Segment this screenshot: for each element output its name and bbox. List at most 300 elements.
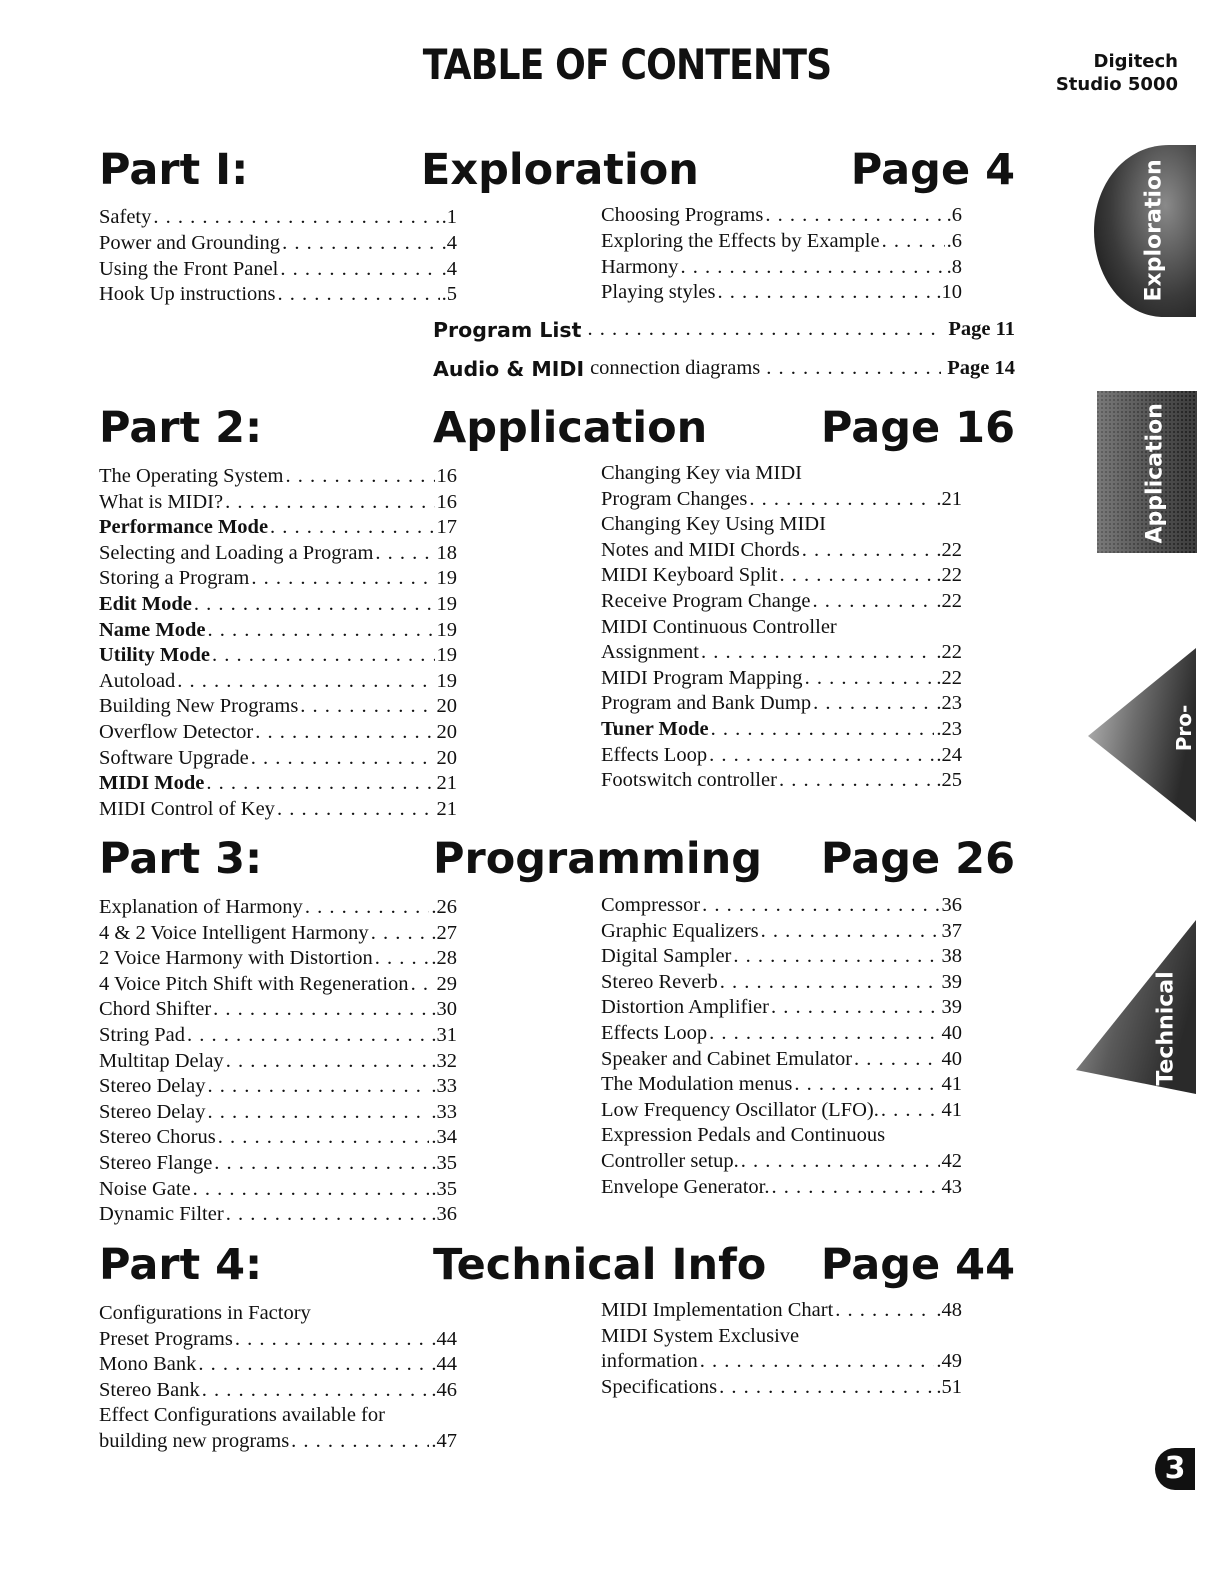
toc-entry-title: MIDI Implementation Chart [601, 1299, 834, 1321]
toc-entry[interactable] [601, 1098, 962, 1124]
toc-entry[interactable] [99, 566, 457, 592]
toc-entry[interactable] [99, 720, 457, 746]
tab-technical-label: Technical [1153, 971, 1179, 1086]
toc-entry[interactable] [601, 615, 962, 641]
toc-entry-page: 36 [941, 894, 962, 916]
toc-entry[interactable] [99, 746, 457, 772]
toc-entry-title: Noise Gate [99, 1177, 191, 1200]
toc-entry[interactable] [601, 229, 962, 255]
toc-entry-page: 40 [941, 1047, 962, 1070]
part-1-right-list [601, 203, 962, 306]
toc-entry-page: .27 [431, 921, 457, 944]
toc-entry-leader [680, 255, 944, 281]
toc-entry-page: .24 [936, 743, 962, 766]
toc-entry-leader [207, 1100, 429, 1126]
toc-entry-title: Stereo Bank [99, 1378, 200, 1401]
toc-entry-title: Assignment [601, 641, 699, 664]
toc-entry-leader [194, 592, 435, 618]
toc-entry-page: .22 [936, 666, 962, 689]
toc-entry-leader [206, 771, 434, 797]
connection-diagrams-label: Audio & MIDI [433, 357, 585, 381]
toc-entry-leader [278, 282, 440, 308]
part-3-label: Part 3: [99, 834, 263, 884]
toc-entry-title: Storing a Program [99, 567, 250, 590]
toc-entry-title: String Pad [99, 1023, 185, 1046]
toc-entry-title: Footswitch controller [601, 769, 777, 792]
toc-entry-leader [375, 541, 434, 567]
toc-entry-leader [761, 919, 940, 945]
toc-entry[interactable] [99, 669, 457, 695]
toc-entry-leader [411, 972, 435, 998]
toc-entry-title: Controller setup. [601, 1149, 739, 1172]
tab-programming-label-line-1: Pro- [1172, 704, 1196, 752]
part-2-right-list [601, 461, 962, 794]
toc-entry-title: Effects Loop [601, 743, 708, 766]
toc-entry[interactable] [601, 1324, 962, 1350]
toc-entry-title: Performance Mode [99, 516, 269, 539]
toc-entry-page: .46 [431, 1378, 457, 1401]
toc-entry[interactable] [99, 282, 457, 308]
toc-entry-title: Utility Mode [99, 644, 211, 667]
toc-entry-leader [802, 538, 935, 564]
part-2-left-list [99, 464, 457, 822]
toc-entry[interactable] [99, 1301, 457, 1327]
toc-entry-page: 41 [941, 1098, 962, 1121]
toc-entry-title: MIDI System Exclusive [601, 1324, 800, 1347]
toc-entry-title: building new programs [99, 1429, 290, 1452]
toc-entry-page: 43 [941, 1175, 962, 1198]
toc-entry-leader [854, 1047, 939, 1073]
toc-entry-title: Stereo Flange [99, 1151, 213, 1174]
part-2-name: Application [433, 403, 708, 453]
toc-entry-leader [771, 1175, 939, 1201]
toc-entry-title: 4 Voice Pitch Shift with Regeneration [99, 972, 409, 995]
toc-entry-leader [720, 970, 940, 996]
toc-entry-page: .22 [936, 589, 962, 612]
toc-entry-title: Using the Front Panel [99, 257, 279, 280]
toc-entry-title: MIDI Mode [99, 772, 205, 795]
toc-entry-leader [226, 1202, 430, 1228]
toc-entry-leader [280, 257, 439, 283]
toc-entry[interactable] [99, 1151, 457, 1177]
toc-entry-page: .51 [936, 1375, 962, 1398]
toc-entry-page: .28 [431, 947, 457, 970]
toc-entry-page: .48 [936, 1299, 962, 1321]
toc-entry[interactable] [601, 255, 962, 281]
toc-entry-title: MIDI Continuous Controller [601, 615, 837, 638]
toc-entry-leader [701, 640, 934, 666]
toc-entry[interactable] [601, 717, 962, 743]
toc-entry-title: Specifications [601, 1375, 718, 1398]
toc-entry[interactable] [601, 203, 962, 229]
toc-entry[interactable] [99, 1352, 457, 1378]
toc-entry[interactable] [601, 1047, 962, 1073]
toc-entry[interactable] [99, 997, 457, 1023]
toc-entry-page: 42 [941, 1149, 962, 1172]
toc-entry[interactable] [99, 1429, 457, 1455]
toc-entry-title: The Modulation menus [601, 1073, 793, 1096]
toc-entry-leader [282, 231, 440, 257]
program-list-label: Program List [433, 318, 582, 342]
toc-entry-title: Stereo Chorus [99, 1126, 216, 1149]
toc-entry-page: .47 [431, 1429, 457, 1452]
tab-programming[interactable] [1088, 648, 1218, 822]
page-title: TABLE OF CONTENTS [422, 40, 832, 89]
toc-entry-leader [719, 1375, 934, 1401]
toc-entry-title: Program and Bank Dump [601, 692, 812, 715]
part-1-page: Page 4 [850, 145, 1015, 195]
toc-entry[interactable] [601, 970, 962, 996]
toc-entry[interactable] [99, 464, 457, 490]
toc-entry-title: What is MIDI? [99, 490, 224, 513]
toc-entry-page: .22 [936, 564, 962, 587]
toc-entry-page: 19 [436, 669, 457, 692]
toc-entry[interactable] [99, 771, 457, 797]
toc-entry-leader [780, 563, 935, 589]
part-4-page: Page 44 [820, 1240, 1015, 1290]
toc-entry-title: information [601, 1350, 698, 1373]
toc-entry-title: Power and Grounding [99, 231, 281, 254]
toc-entry[interactable] [99, 1125, 457, 1151]
part-1-label: Part I: [99, 145, 249, 195]
toc-entry[interactable] [601, 893, 962, 919]
connection-diagrams-text: connection diagrams [590, 357, 761, 379]
toc-entry-leader [711, 717, 935, 743]
toc-entry-page: .30 [431, 998, 457, 1021]
toc-entry-title: Envelope Generator. [601, 1175, 770, 1198]
toc-entry-page: 19 [436, 618, 457, 641]
toc-entry-title: Digital Sampler [601, 945, 732, 968]
toc-entry-title: Stereo Delay [99, 1075, 206, 1098]
toc-entry-page: .8 [946, 255, 962, 278]
part-4-name: Technical Info [433, 1240, 767, 1290]
toc-entry[interactable] [601, 1149, 962, 1175]
tab-exploration[interactable] [1094, 145, 1196, 317]
toc-entry-page: 21 [436, 772, 457, 795]
toc-entry[interactable] [99, 231, 457, 257]
toc-entry[interactable] [601, 1021, 962, 1047]
toc-entry[interactable] [601, 995, 962, 1021]
toc-entry[interactable] [601, 461, 962, 487]
toc-entry[interactable] [601, 1298, 962, 1324]
part-1-left-list [99, 205, 457, 308]
toc-entry-page: 16 [436, 490, 457, 513]
toc-entry-title: Selecting and Loading a Program [99, 541, 374, 564]
toc-entry[interactable] [601, 743, 962, 769]
toc-entry-page: .21 [936, 487, 962, 510]
toc-entry-leader [202, 1378, 430, 1404]
page-number: 3 [1155, 1448, 1195, 1490]
toc-entry[interactable] [601, 512, 962, 538]
toc-entry-page: 39 [941, 996, 962, 1019]
toc-entry[interactable] [99, 1100, 457, 1126]
toc-entry-page: 39 [941, 970, 962, 993]
toc-entry-title: Program Changes [601, 487, 748, 510]
toc-entry-leader [794, 1072, 939, 1098]
toc-entry-title: The Operating System [99, 465, 284, 487]
brand [1056, 50, 1178, 96]
toc-entry-leader [212, 643, 434, 669]
toc-entry-page: 20 [436, 695, 457, 718]
part-1-name: Exploration [421, 145, 699, 195]
toc-entry-page: .33 [431, 1100, 457, 1123]
toc-entry-leader [187, 1023, 429, 1049]
toc-entry[interactable] [99, 257, 457, 283]
toc-entry[interactable] [99, 1023, 457, 1049]
toc-entry[interactable] [601, 691, 962, 717]
toc-entry-title: Choosing Programs [601, 204, 764, 226]
part-2-label: Part 2: [99, 403, 263, 453]
toc-entry-page: .36 [431, 1203, 457, 1226]
part-4-left-list [99, 1301, 457, 1455]
toc-entry[interactable] [99, 946, 457, 972]
toc-entry-leader [251, 566, 434, 592]
tab-programming-label-line-2: gramming [1194, 670, 1218, 786]
toc-entry-page: .4 [441, 231, 457, 254]
program-list-entry[interactable] [433, 318, 1015, 342]
brand-line-2: Studio 5000 [1055, 74, 1178, 95]
toc-entry-title: Configurations in Factory [99, 1302, 311, 1324]
toc-entry[interactable] [601, 1349, 962, 1375]
toc-entry-leader [198, 1352, 429, 1378]
toc-entry-title: Multitap Delay [99, 1049, 224, 1072]
toc-entry-leader [214, 1151, 429, 1177]
toc-entry-page: 20 [436, 720, 457, 743]
toc-entry-page: 19 [436, 567, 457, 590]
toc-entry-leader [153, 205, 439, 231]
part-3-right-list [601, 893, 962, 1200]
toc-entry-leader [812, 589, 934, 615]
toc-entry-page: .25 [936, 769, 962, 792]
toc-entry-leader [255, 720, 434, 746]
toc-entry-title: Preset Programs [99, 1327, 233, 1350]
toc-entry-leader [375, 946, 430, 972]
toc-entry-title: Building New Programs [99, 695, 299, 718]
toc-entry-title: Effects Loop [601, 1021, 708, 1044]
part-3-page: Page 26 [820, 834, 1015, 884]
toc-entry-leader [702, 893, 939, 919]
toc-entry-title: Edit Mode [99, 592, 192, 615]
toc-entry-leader [225, 490, 434, 516]
toc-entry-page: .23 [936, 717, 962, 740]
toc-entry[interactable] [601, 1072, 962, 1098]
toc-entry-page: .49 [936, 1350, 962, 1373]
toc-entry[interactable] [99, 592, 457, 618]
toc-entry-page: .33 [431, 1075, 457, 1098]
toc-entry-title: 2 Voice Harmony with Distortion [99, 947, 373, 970]
part-4-label: Part 4: [99, 1240, 263, 1290]
toc-entry-leader [235, 1327, 430, 1353]
toc-entry-title: Receive Program Change [601, 589, 811, 612]
toc-entry[interactable] [601, 640, 962, 666]
toc-entry-title: Playing styles [601, 281, 716, 304]
toc-entry-page: 17 [436, 516, 457, 539]
toc-entry[interactable] [601, 538, 962, 564]
toc-entry[interactable] [99, 515, 457, 541]
toc-entry-leader [305, 895, 430, 921]
toc-entry[interactable] [99, 1177, 457, 1203]
toc-entry-title: MIDI Keyboard Split [601, 564, 778, 587]
toc-entry-leader [218, 1125, 430, 1151]
toc-entry[interactable] [99, 972, 457, 998]
toc-entry-page: 16 [436, 465, 457, 487]
toc-entry-title: Effect Configurations available for [99, 1404, 385, 1427]
toc-entry[interactable] [99, 205, 457, 231]
toc-entry-title: Changing Key Using MIDI [601, 513, 826, 536]
brand-line-1: Digitech [1093, 51, 1178, 72]
toc-entry[interactable] [99, 490, 457, 516]
toc-entry[interactable] [601, 1175, 962, 1201]
toc-entry-page: 40 [941, 1021, 962, 1044]
toc-entry[interactable] [99, 1074, 457, 1100]
toc-entry[interactable] [601, 280, 962, 306]
toc-entry-title: Speaker and Cabinet Emulator [601, 1047, 853, 1070]
toc-entry-title: Notes and MIDI Chords [601, 538, 800, 561]
toc-entry-page: .10 [936, 281, 962, 304]
toc-entry[interactable] [99, 694, 457, 720]
toc-entry-title: MIDI Control of Key [99, 797, 275, 820]
toc-entry-leader [700, 1349, 935, 1375]
toc-entry-leader [881, 1098, 940, 1124]
toc-entry-leader [371, 921, 430, 947]
toc-entry-page: .35 [431, 1151, 457, 1174]
toc-entry-title: Compressor [601, 894, 701, 916]
toc-entry[interactable] [601, 666, 962, 692]
toc-entry-leader [749, 487, 934, 513]
toc-entry[interactable] [99, 797, 457, 823]
toc-entry[interactable] [99, 1378, 457, 1404]
part-4-right-list [601, 1298, 962, 1400]
toc-entry-page: 20 [436, 746, 457, 769]
toc-entry-leader [300, 694, 434, 720]
toc-entry-leader [177, 669, 434, 695]
toc-entry[interactable] [99, 618, 457, 644]
toc-entry-title: Explanation of Harmony [99, 896, 303, 918]
toc-entry-leader [291, 1429, 429, 1455]
toc-entry[interactable] [99, 1202, 457, 1228]
toc-entry[interactable] [601, 1123, 962, 1149]
toc-entry-page: .4 [441, 257, 457, 280]
toc-entry[interactable] [99, 541, 457, 567]
toc-entry-title: Stereo Reverb [601, 970, 718, 993]
toc-entry-title: Overflow Detector [99, 720, 254, 743]
toc-entry[interactable] [601, 768, 962, 794]
toc-entry[interactable] [99, 895, 457, 921]
toc-entry-leader [779, 768, 934, 794]
toc-entry-leader [709, 743, 934, 769]
toc-entry[interactable] [601, 1375, 962, 1401]
tab-technical[interactable] [1076, 920, 1196, 1094]
toc-entry-title: Software Upgrade [99, 746, 249, 769]
toc-entry-leader [193, 1177, 430, 1203]
toc-entry[interactable] [99, 1327, 457, 1353]
toc-entry-title: MIDI Program Mapping [601, 666, 803, 689]
toc-entry-title: Chord Shifter [99, 998, 212, 1021]
toc-entry-leader [771, 995, 940, 1021]
toc-entry[interactable] [99, 1403, 457, 1429]
toc-entry-title: Autoload [99, 669, 176, 692]
tab-programming-label [1173, 663, 1217, 793]
toc-entry[interactable] [99, 643, 457, 669]
toc-entry-page: 19 [436, 592, 457, 615]
toc-entry-page: .22 [936, 641, 962, 664]
toc-entry-leader [805, 666, 935, 692]
toc-entry-title: Low Frequency Oscillator (LFO). [601, 1098, 879, 1121]
toc-entry[interactable] [601, 487, 962, 513]
toc-entry-title: Harmony [601, 255, 679, 278]
toc-entry-title: Graphic Equalizers [601, 919, 759, 942]
toc-entry-title: Mono Bank [99, 1353, 197, 1376]
part-3-name: Programming [433, 834, 763, 884]
toc-entry-leader [709, 1021, 939, 1047]
toc-entry[interactable] [601, 589, 962, 615]
toc-entry-page: .1 [441, 206, 457, 228]
toc-entry-page: .6 [946, 229, 962, 252]
toc-entry-leader [765, 203, 944, 229]
toc-entry-title: Exploring the Effects by Example [601, 229, 880, 252]
toc-entry-leader [226, 1049, 430, 1075]
toc-entry[interactable] [99, 1049, 457, 1075]
toc-entry-leader [277, 797, 435, 823]
toc-entry-title: Expression Pedals and Continuous [601, 1124, 886, 1147]
toc-entry-leader [251, 746, 435, 772]
toc-entry-leader [207, 618, 434, 644]
toc-entry-leader [213, 997, 429, 1023]
part-2-page: Page 16 [820, 403, 1015, 453]
toc-entry-title: Safety [99, 206, 152, 228]
toc-entry-leader [835, 1298, 934, 1324]
toc-entry-title: Stereo Delay [99, 1100, 206, 1123]
toc-entry-page: .23 [936, 692, 962, 715]
toc-entry-page: .44 [431, 1327, 457, 1350]
toc-entry[interactable] [601, 944, 962, 970]
toc-entry-leader [882, 229, 945, 255]
toc-entry-leader [717, 280, 934, 306]
toc-entry-page: .34 [431, 1126, 457, 1149]
toc-entry-page: .35 [431, 1177, 457, 1200]
tab-exploration-label: Exploration [1141, 159, 1167, 302]
toc-entry-title: Hook Up instructions [99, 283, 276, 306]
toc-entry-leader [207, 1074, 429, 1100]
toc-entry-page: 19 [436, 644, 457, 667]
toc-entry[interactable] [601, 563, 962, 589]
connection-diagrams-page: Page 14 [947, 357, 1015, 379]
toc-entry-leader [270, 515, 434, 541]
toc-entry-leader [813, 691, 934, 717]
toc-entry[interactable] [99, 921, 457, 947]
toc-entry-page: .44 [431, 1353, 457, 1376]
toc-entry-page: .22 [936, 538, 962, 561]
toc-entry-page: .32 [431, 1049, 457, 1072]
toc-entry-leader [741, 1149, 940, 1175]
tab-application[interactable] [1097, 391, 1197, 553]
toc-entry-leader [733, 944, 939, 970]
toc-entry-title: Dynamic Filter [99, 1203, 224, 1226]
toc-entry-page: 37 [941, 919, 962, 942]
toc-entry-page: 18 [436, 541, 457, 564]
tab-application-label: Application [1142, 403, 1168, 544]
part-3-left-list [99, 895, 457, 1228]
toc-entry-leader [285, 464, 434, 490]
toc-entry-page: .5 [441, 283, 457, 306]
toc-entry-page: .31 [431, 1023, 457, 1046]
toc-entry-title: Distortion Amplifier [601, 996, 769, 1019]
toc-entry-title: Changing Key via MIDI [601, 462, 802, 484]
connection-diagrams-entry[interactable] [433, 357, 1015, 381]
toc-entry-title: Tuner Mode [601, 717, 709, 740]
toc-entry[interactable] [601, 919, 962, 945]
toc-entry-page: 29 [436, 972, 457, 995]
